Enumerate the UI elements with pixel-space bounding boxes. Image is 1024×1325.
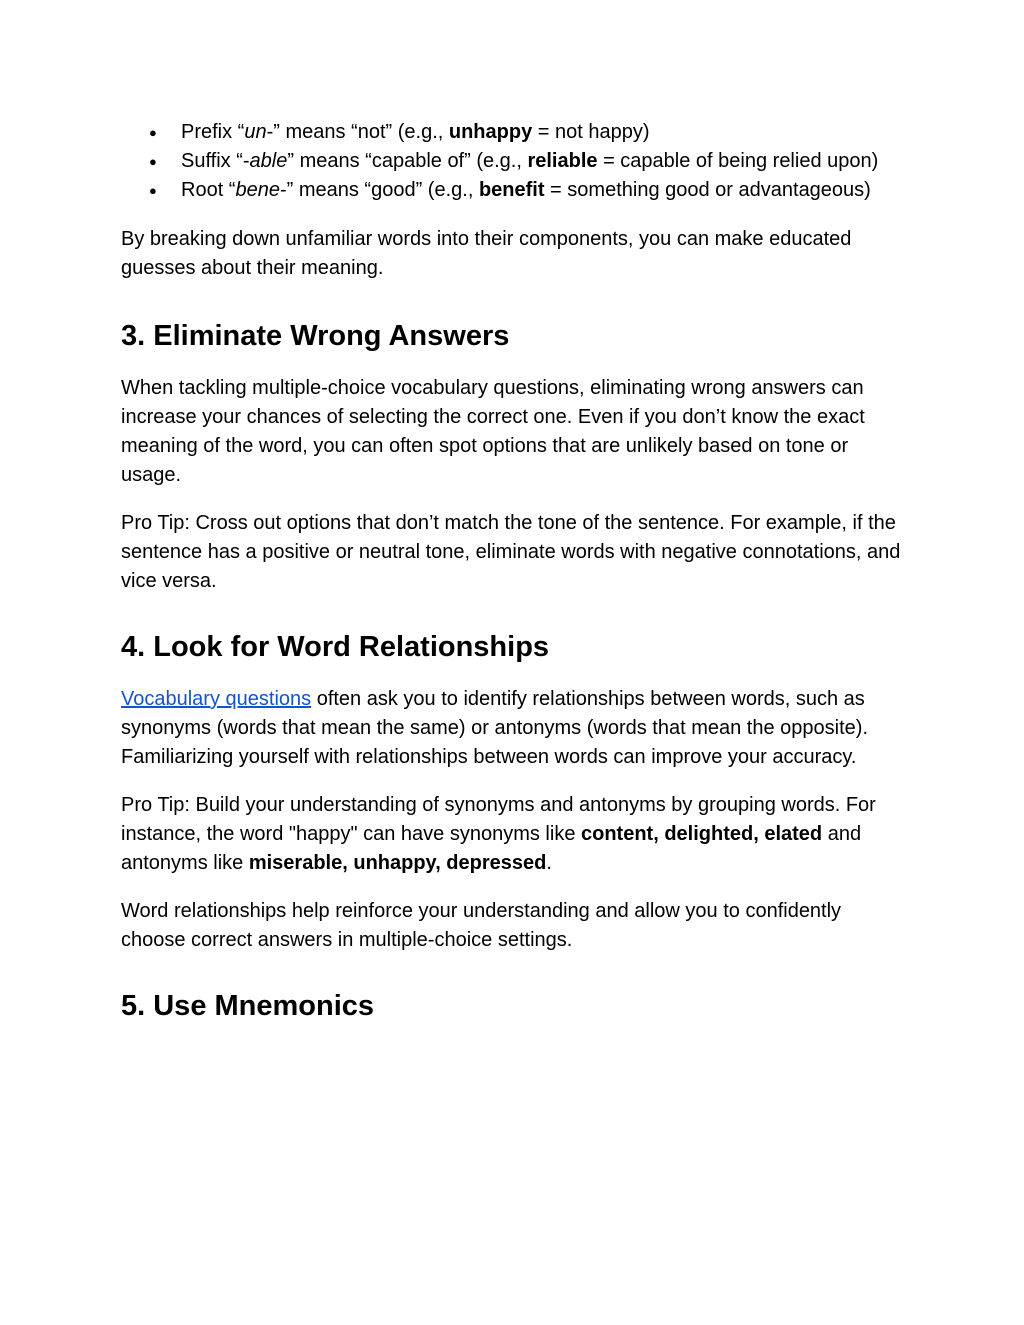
list-item-text: Root “	[181, 179, 236, 201]
list-item-bold: benefit	[478, 179, 545, 201]
bullet-icon: ●	[149, 125, 157, 140]
section-4-heading: 4. Look for Word Relationships	[121, 631, 550, 663]
list-item-bold: reliable	[527, 150, 598, 172]
list-item-text: Prefix “	[181, 121, 245, 143]
section-4-paragraph-text: often ask you to identify relationships between words, such as synonyms (words that mean the same) or antonyms (words that mean the opposite). Familiarizing yourself with relationships between words can improve your accuracy.	[121, 688, 869, 768]
list-item-italic: able	[249, 150, 288, 172]
list-item-bold: unhappy	[448, 121, 533, 143]
synonyms-list: content, delighted, elated	[581, 823, 823, 845]
section-5-heading: 5. Use Mnemonics	[121, 990, 375, 1022]
section-3-pro-tip: Pro Tip: Cross out options that don’t match the tone of the sentence. For example, if the sentence has a positive or neutral tone, eliminate words with negative connotations, and vice versa.	[121, 512, 901, 592]
list-item-text: ” means “capable of” (e.g.,	[287, 150, 528, 172]
section-4-paragraph	[121, 685, 911, 772]
word-parts-list	[121, 118, 911, 205]
pro-tip-text: Pro Tip: Build your understanding of synonyms and antonyms by grouping words. For instance, the word "happy" can have synonyms like	[121, 794, 876, 845]
list-item-text: -” means “not” (e.g.,	[266, 121, 449, 143]
list-item	[121, 176, 911, 205]
section-4-pro-tip	[121, 791, 911, 878]
breaking-down-paragraph: By breaking down unfamiliar words into their components, you can make educated guesses about their meaning.	[121, 228, 852, 279]
document-page	[121, 118, 911, 1024]
list-item-text: = capable of being relied upon)	[597, 150, 879, 172]
list-item	[121, 118, 911, 147]
pro-tip-text: .	[546, 852, 552, 874]
list-item-italic: un	[244, 121, 267, 143]
bullet-icon: ●	[149, 154, 157, 169]
pro-tip-text: and antonyms like	[121, 823, 862, 874]
section-3-paragraph: When tackling multiple-choice vocabulary questions, eliminating wrong answers can increase your chances of selecting the correct one. Even if you don’t know the exact meaning of the word, you can often spot options that are unlikely based on tone or usage.	[121, 377, 865, 486]
list-item-text: = not happy)	[532, 121, 650, 143]
section-3-heading: 3. Eliminate Wrong Answers	[121, 320, 510, 352]
list-item-text: = something good or advantageous)	[544, 179, 871, 201]
list-item-italic: bene	[235, 179, 280, 201]
antonyms-list: miserable, unhappy, depressed	[248, 852, 547, 874]
list-item-text: Suffix “-	[181, 150, 250, 172]
list-item	[121, 147, 911, 176]
list-item-text: -” means “good” (e.g.,	[279, 179, 479, 201]
bullet-icon: ●	[149, 183, 157, 198]
vocabulary-questions-link[interactable]: Vocabulary questions	[121, 688, 312, 710]
section-4-closing-paragraph: Word relationships help reinforce your understanding and allow you to confidently choose correct answers in multiple-choice settings.	[121, 900, 842, 951]
